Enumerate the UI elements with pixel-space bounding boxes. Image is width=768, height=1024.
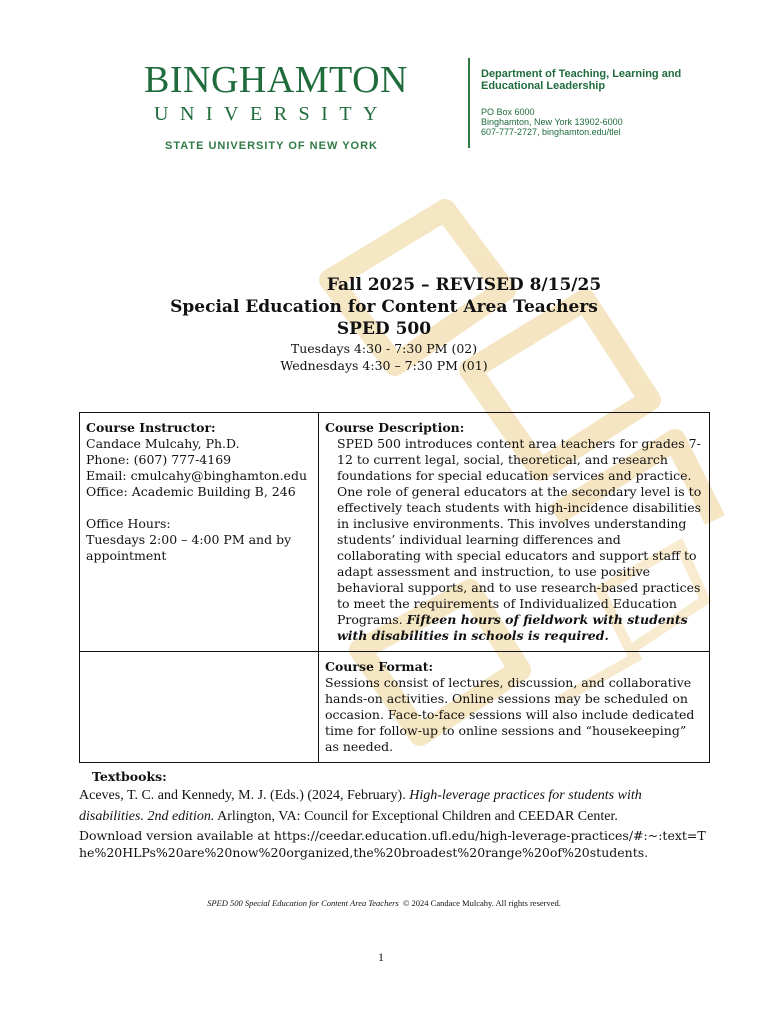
fieldwork-requirement: Fifteen hours of fieldwork with students with disabilities in schools is required. <box>337 612 688 643</box>
address-line-3: 607-777-2727, binghamton.edu/tlel <box>481 127 621 137</box>
term-heading: Fall 2025 – REVISED 8/15/25 <box>326 275 602 295</box>
title-block <box>0 274 768 374</box>
address-line-2: Binghamton, New York 13902-6000 <box>481 117 623 127</box>
table-row <box>80 652 710 763</box>
section-wednesday: Wednesdays 4:30 – 7:30 PM (01) <box>280 358 488 373</box>
address-line-1: PO Box 6000 <box>481 107 535 117</box>
page-footer <box>0 898 768 908</box>
citation-title: High-leverage practices for students with disabilities. 2nd edition. <box>79 788 642 824</box>
logo-university: UNIVERSITY <box>154 103 389 125</box>
footer-copyright: © 2024 Candace Mulcahy. All rights reserved. <box>402 898 561 908</box>
format-cell <box>319 652 710 763</box>
course-info-table <box>79 412 710 763</box>
instructor-name: Candace Mulcahy, Ph.D. <box>86 436 240 451</box>
office-hours-heading: Office Hours: <box>86 516 171 531</box>
instructor-office: Office: Academic Building B, 246 <box>86 484 296 499</box>
empty-cell <box>80 652 319 763</box>
instructor-heading: Course Instructor: <box>86 420 216 435</box>
description-text: SPED 500 introduces content area teachers for grades 7-12 to current legal, social, theoretical, and research foundations for special education services and practice. One role of general educators at the secondary level is to effectively teach students with high-incidence disabilities in inclusive environments. This involves understanding students’ individual learning differences and collaborating with special educators and support staff to adapt assessment and instruction, to use positive behavioral supports, and to use research-based practices to meet the requirements of Individualized Education Programs. <box>337 436 702 627</box>
description-body <box>325 436 703 644</box>
description-heading: Course Description: <box>325 420 465 435</box>
department-block <box>481 68 721 137</box>
header-divider <box>468 58 470 148</box>
course-name: Special Education for Content Area Teachers <box>170 297 598 317</box>
footer-course: SPED 500 Special Education for Content Area Teachers <box>207 898 399 908</box>
citation-publisher: Arlington, VA: Council for Exceptional Children and CEEDAR Center. <box>217 809 618 824</box>
instructor-cell <box>80 413 319 652</box>
university-logo <box>144 59 408 152</box>
table-row <box>80 413 710 652</box>
logo-name: BINGHAMTON <box>144 59 408 101</box>
citation-authors: Aceves, T. C. and Kennedy, M. J. (Eds.) (2024, February). <box>79 788 406 803</box>
download-link-text[interactable]: Download version available at https://ceedar.education.ufl.edu/high-leverage-practices/#:~:text=The%20HLPs%20are%20now%20organized,the%20broadest%20range%20of%20students. <box>79 828 706 860</box>
textbook-citation <box>79 785 704 827</box>
textbooks-heading: Textbooks: <box>92 769 167 784</box>
page-number: 1 <box>378 950 384 964</box>
office-hours: Tuesdays 2:00 – 4:00 PM and by appointment <box>86 532 292 563</box>
course-code: SPED 500 <box>336 319 432 339</box>
section-tuesday: Tuesdays 4:30 - 7:30 PM (02) <box>290 341 478 356</box>
instructor-phone: Phone: (607) 777-4169 <box>86 452 232 467</box>
logo-suny: STATE UNIVERSITY OF NEW YORK <box>165 140 378 152</box>
format-body: Sessions consist of lectures, discussion, and collaborative hands-on activities. Online sessions may be scheduled on occasion. Face-to-face sessions will also include dedicated time for follow-up to online sessions and “housekeeping” as needed. <box>325 675 695 754</box>
department-address <box>481 107 721 137</box>
department-name: Department of Teaching, Learning and Educational Leadership <box>481 68 682 92</box>
description-cell <box>319 413 710 652</box>
instructor-email: Email: cmulcahy@binghamton.edu <box>86 468 308 483</box>
format-heading: Course Format: <box>325 659 434 674</box>
